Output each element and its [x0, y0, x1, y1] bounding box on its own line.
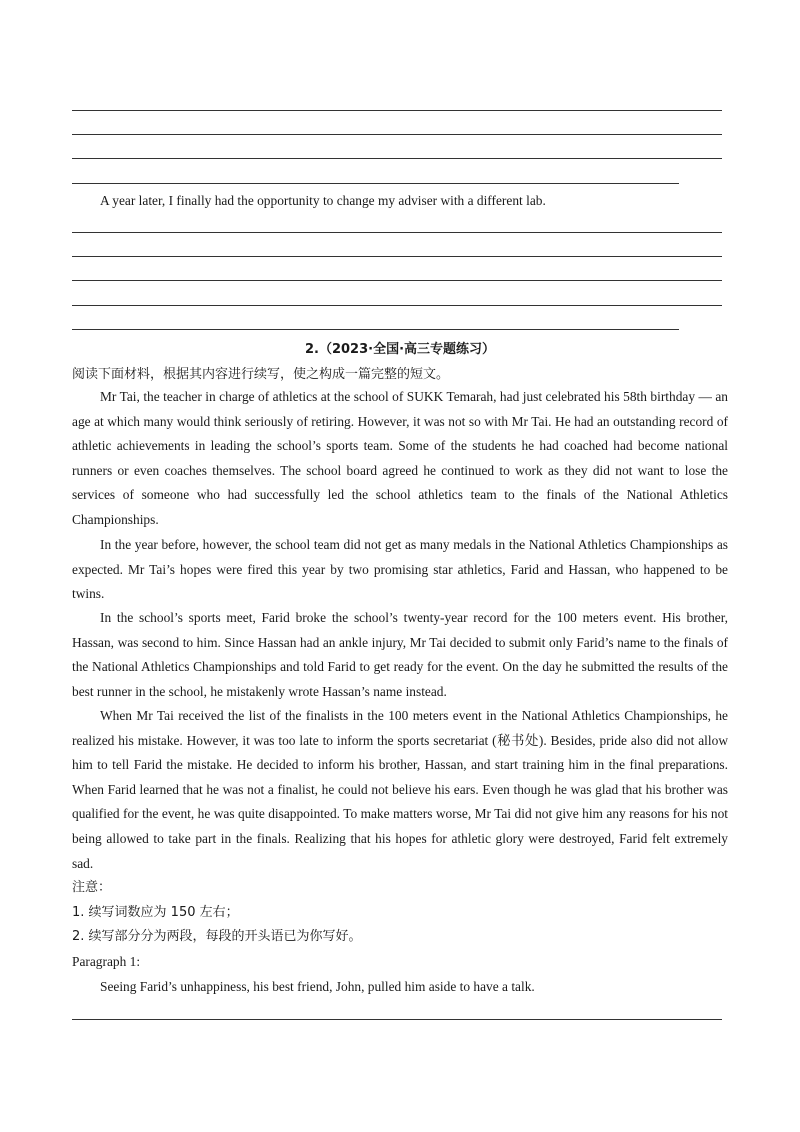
writing-line — [72, 305, 722, 306]
note-item: 2. 续写部分分为两段，每段的开头语已为你写好。 — [72, 929, 362, 944]
instruction-text: 阅读下面材料，根据其内容进行续写，使之构成一篇完整的短文。 — [72, 367, 450, 382]
question-heading: 2.（2023·全国·高三专题练习） — [304, 342, 496, 357]
story-paragraph: In the school’s sports meet, Farid broke the school’s twenty-year record for the 100 meters event. His brother, Hassan, was second to him. Since Hassan had an ankle injury, Mr Tai decided to submit only Farid’s name to the finals of the National Athletics Championships and told Farid to get ready for the event. On the day he submitted the results of the best runner in the school, he mistakenly wrote Hassan’s name instead. — [72, 610, 728, 699]
writing-line — [72, 110, 722, 111]
writing-line — [72, 183, 679, 184]
story-paragraph: In the year before, however, the school team did not get as many medals in the National Athletics Championships as expected. Mr Tai’s hopes were fired this year by two promising star athletics, Farid and Hassan, who happened to be twins. — [72, 537, 728, 602]
story-paragraph: When Mr Tai received the list of the finalists in the 100 meters event in the National Athletics Championships, he realized his mistake. However, it was too late to inform the sports secretariat (秘书处). Besides, pride also did not allow him to tell Farid the mistake. He decided to inform his brother, Hassan, and start training him in the final preparations. When Farid learned that he was not a finalist, he could not believe his ears. Even though he was glad that his brother was qualified for the event, he was quite disappointed. To make matters worse, Mr Tai did not give him any reasons for his not being allowed to take part in the finals. Realizing that his hopes for athletic glory were destroyed, Farid felt extremely sad. — [72, 708, 728, 871]
paragraph-opening-sentence: Seeing Farid’s unhappiness, his best friend, John, pulled him aside to have a talk. — [100, 979, 535, 994]
writing-line — [72, 232, 722, 233]
writing-line — [72, 329, 679, 330]
note-item: 1. 续写词数应为 150 左右； — [72, 905, 239, 920]
story-paragraph: Mr Tai, the teacher in charge of athletics at the school of SUKK Temarah, had just celebrated his 58th birthday — an age at which many would think seriously of retiring. However, it was not so with Mr Tai. He had an outstanding record of athletic achievements in leading the school’s sports team. Some of the students he had coached had become national runners or even coaches themselves. The school board agreed he continued to work as they did not want to lose the services of someone who had successfully led the school athletics team to the finals of the National Athletics Championships. — [72, 389, 728, 527]
paragraph-label: Paragraph 1: — [72, 954, 141, 969]
writing-line — [72, 158, 722, 159]
writing-line — [72, 1019, 722, 1020]
writing-line — [72, 280, 722, 281]
writing-line — [72, 134, 722, 135]
continuation-opening-sentence: A year later, I finally had the opportunity to change my adviser with a different lab. — [100, 193, 546, 208]
notes-label: 注意： — [72, 880, 112, 895]
writing-line — [72, 256, 722, 257]
